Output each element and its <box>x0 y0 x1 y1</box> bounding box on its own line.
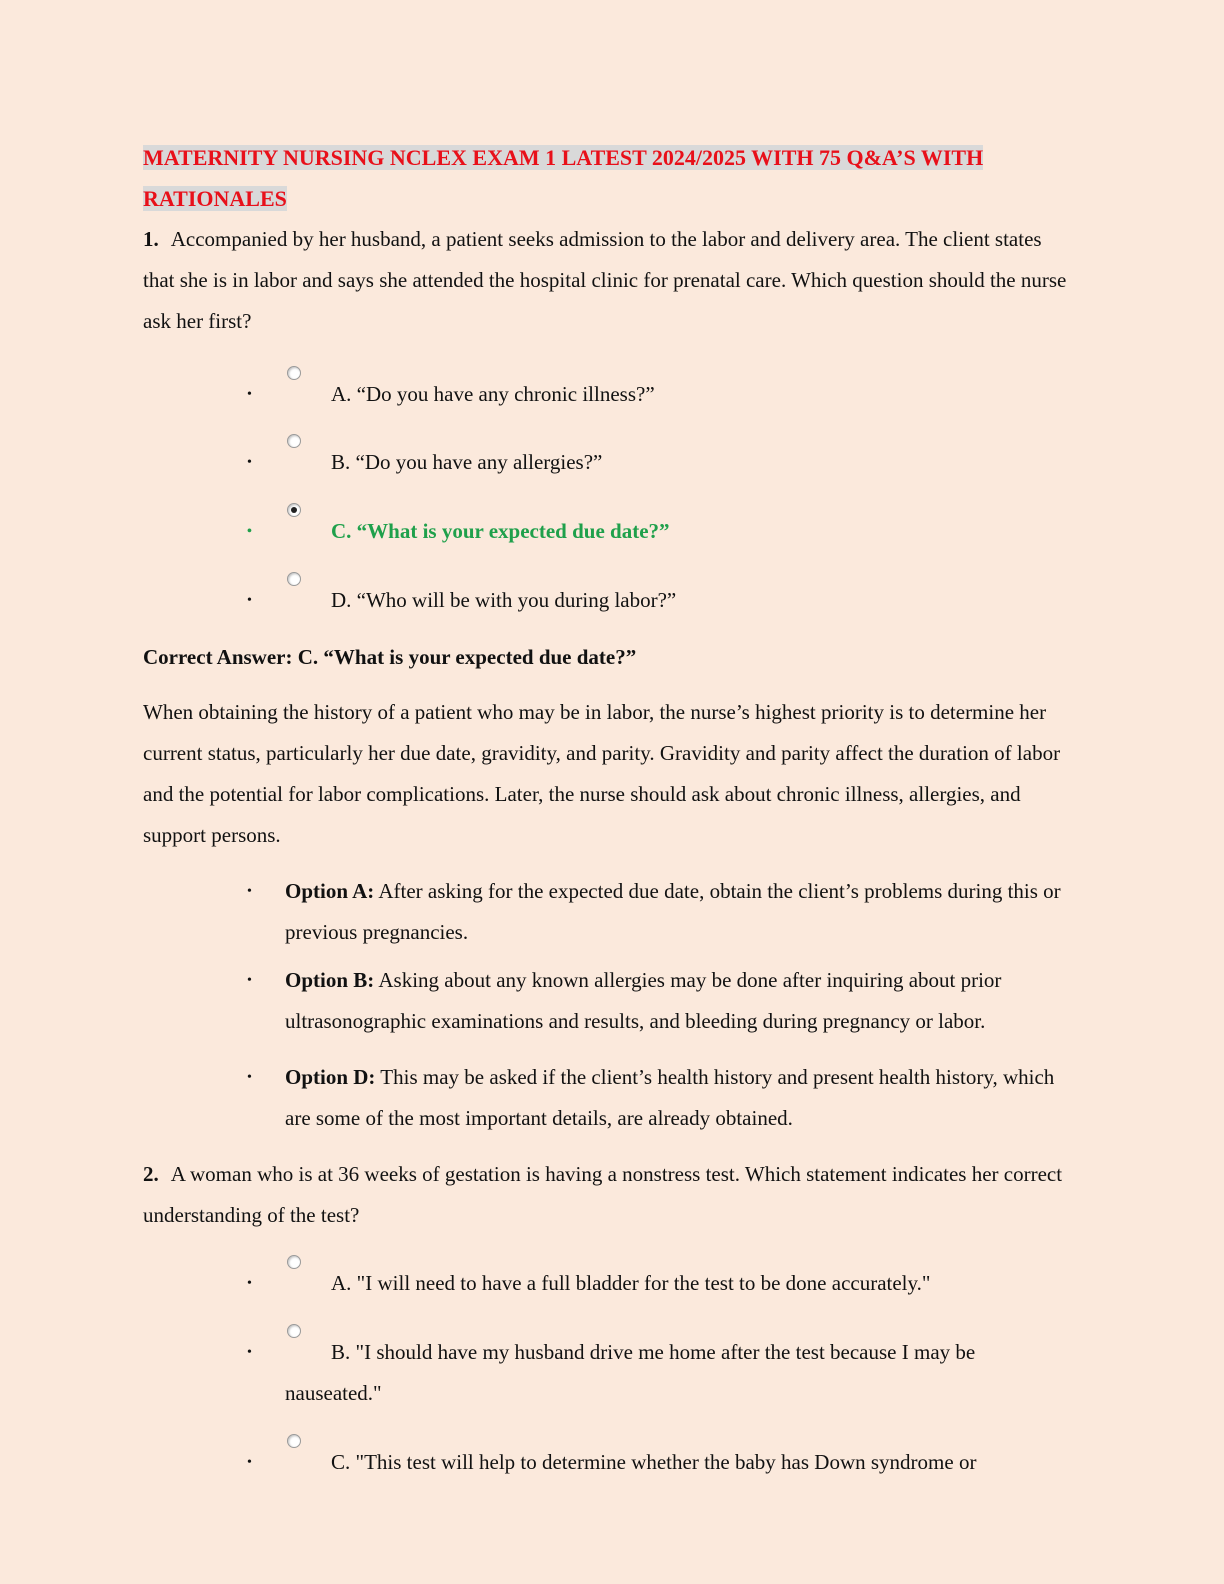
radio-button-icon[interactable] <box>287 434 301 448</box>
q2-option-a[interactable] <box>143 1263 1068 1304</box>
q1-option-c-label: C. “What is your expected due date?” <box>331 519 670 543</box>
q1-option-a[interactable] <box>143 374 1068 415</box>
q1-rationale-a <box>143 871 1068 953</box>
title-line-2: RATIONALES <box>143 186 287 211</box>
question-1-options <box>143 374 1068 621</box>
rationale-text: Asking about any known allergies may be done after inquiring about prior ultrasonographic examinations and results, and bleeding during pregnancy or labor. <box>285 968 1002 1033</box>
question-1 <box>143 219 1068 342</box>
bullet-icon: • <box>247 1345 252 1360</box>
bullet-icon: • <box>247 455 252 470</box>
q1-option-d[interactable] <box>143 580 1068 621</box>
question-1-number: 1. <box>143 227 159 251</box>
title-line-1: MATERNITY NURSING NCLEX EXAM 1 LATEST 2024/2025 WITH 75 Q&A’S WITH <box>143 145 984 170</box>
radio-button-icon[interactable] <box>287 1255 301 1269</box>
radio-button-icon[interactable] <box>287 1434 301 1448</box>
q1-explanation: When obtaining the history of a patient who may be in labor, the nurse’s highest priority is to determine her current status, particularly her due date, gravidity, and parity. Gravidity and parity affect the duration of labor and the potential for labor complications. Later, the nurse should ask about chronic illness, allergies, and support persons. <box>143 700 1061 847</box>
q2-option-c-label: C. "This test will help to determine whether the baby has Down syndrome or <box>331 1450 977 1474</box>
q1-correct-answer: Correct Answer: C. “What is your expected due date?” <box>143 645 637 669</box>
question-1-text: Accompanied by her husband, a patient seeks admission to the labor and delivery area. The client states that she is in labor and says she attended the hospital clinic for prenatal care. Which question should the nurse ask her first? <box>143 227 1067 333</box>
document-page <box>143 137 1068 1483</box>
bullet-icon: • <box>247 1276 252 1291</box>
q1-rationales <box>143 871 1068 1139</box>
q1-option-b-label: B. “Do you have any allergies?” <box>331 450 603 474</box>
bullet-icon: • <box>247 593 252 608</box>
question-2-options <box>143 1263 1068 1483</box>
q2-option-a-label: A. "I will need to have a full bladder for the test to be done accurately." <box>331 1271 931 1295</box>
q1-option-b[interactable] <box>143 442 1068 483</box>
rationale-label: Option B: <box>285 968 375 992</box>
radio-button-icon[interactable] <box>287 366 301 380</box>
q1-option-c[interactable] <box>143 511 1068 552</box>
q2-option-c[interactable] <box>143 1442 1068 1483</box>
rationale-label: Option D: <box>285 1065 376 1089</box>
rationale-text: After asking for the expected due date, obtain the client’s problems during this or previous pregnancies. <box>285 879 1061 944</box>
q2-option-b[interactable] <box>143 1332 1068 1414</box>
bullet-icon: • <box>247 1070 252 1085</box>
question-2 <box>143 1154 1068 1236</box>
bullet-icon: • <box>247 524 252 539</box>
bullet-icon: • <box>247 973 252 988</box>
bullet-icon: • <box>247 387 252 402</box>
q2-option-b-label: B. "I should have my husband drive me home after the test because I may be nauseated." <box>285 1340 976 1405</box>
document-title <box>143 137 1068 219</box>
rationale-text: This may be asked if the client’s health history and present health history, which are some of the most important details, are already obtained. <box>285 1065 1055 1130</box>
question-2-number: 2. <box>143 1162 159 1186</box>
q1-option-d-label: D. “Who will be with you during labor?” <box>331 588 677 612</box>
radio-button-checked-icon[interactable] <box>287 503 301 517</box>
q1-rationale-b <box>143 960 1068 1042</box>
radio-button-icon[interactable] <box>287 572 301 586</box>
q1-option-a-label: A. “Do you have any chronic illness?” <box>331 382 655 406</box>
q1-rationale-d <box>143 1057 1068 1139</box>
bullet-icon: • <box>247 1455 252 1470</box>
rationale-label: Option A: <box>285 879 375 903</box>
bullet-icon: • <box>247 884 252 899</box>
question-2-text: A woman who is at 36 weeks of gestation is having a nonstress test. Which statement indicates her correct understanding of the test? <box>143 1162 1063 1227</box>
radio-button-icon[interactable] <box>287 1324 301 1338</box>
